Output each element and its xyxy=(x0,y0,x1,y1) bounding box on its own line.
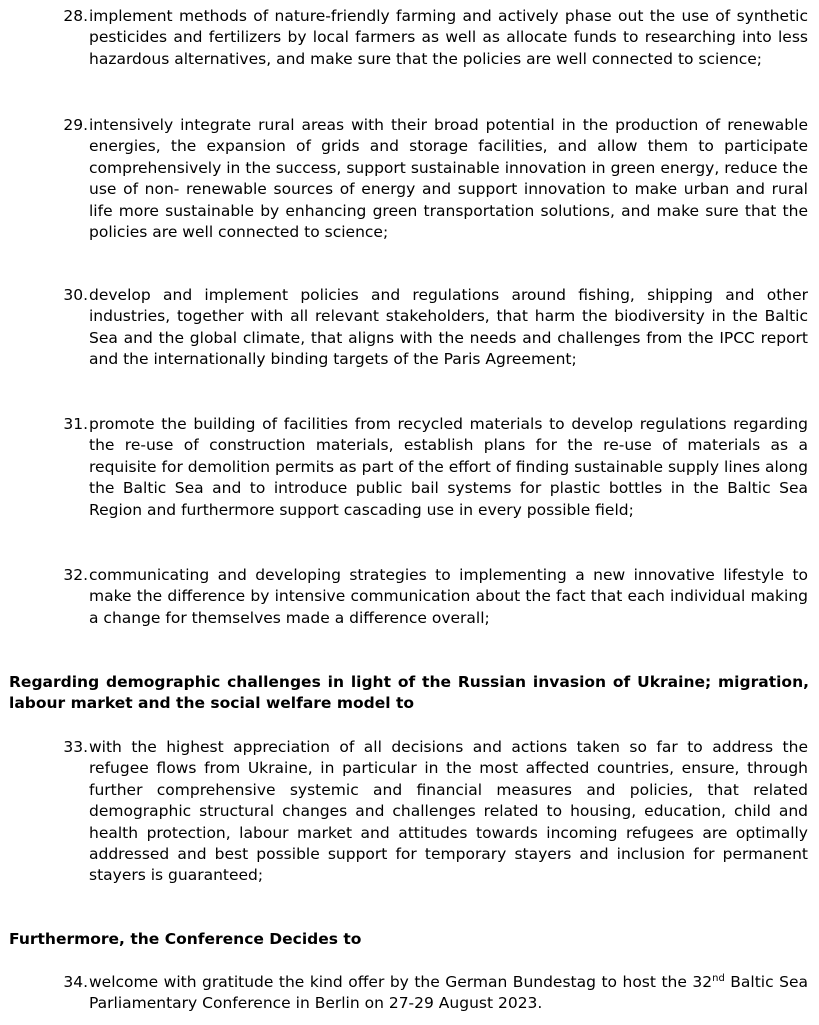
item-text: develop and implement policies and regulations around fishing, shipping and other industries, together with all relevant stakeholders, that harm the biodiversity in the Baltic Sea and the global climate, that aligns with the needs and challenges from the IPCC report and the internationally binding targets of the Paris Agreement; xyxy=(89,286,808,369)
list-item-31 xyxy=(54,414,808,521)
item-number: 28. xyxy=(63,7,88,25)
item-text-end: Baltic Sea Parliamentary Conference in Berlin on 27-29 August 2023. xyxy=(89,973,808,1013)
item-text: intensively integrate rural areas with their broad potential in the production of renewable energies, the expansion of grids and storage facilities, and allow them to participate comprehensively in the success, support sustainable innovation in green energy, reduce the use of non- renewable sources of energy and support innovation to make urban and rural life more sustainable by enhancing green transportation solutions, and make sure that the policies are well connected to science; xyxy=(89,116,808,242)
list-item-30 xyxy=(54,285,808,371)
ordinal-superscript: nd xyxy=(712,972,725,984)
item-number: 31. xyxy=(63,415,88,433)
item-text: communicating and developing strategies to implementing a new innovative lifestyle to make the difference by intensive communication about the fact that each individual making a change for themselves made a difference overall; xyxy=(89,566,808,627)
list-item-29 xyxy=(54,115,808,243)
item-text-start: welcome with gratitude the kind offer by the German Bundestag to host the 32 xyxy=(89,973,713,991)
item-number: 29. xyxy=(63,116,88,134)
item-number: 34. xyxy=(63,973,88,991)
item-text: with the highest appreciation of all decisions and actions taken so far to address the refugee flows from Ukraine, in particular in the most affected countries, ensure, through further comprehensive systemic and financial measures and policies, that related demographic structural changes and challenges related to housing, education, child and health protection, labour market and attitudes towards incoming refugees are optimally addressed and best possible support for temporary stayers and inclusion for permanent stayers is guaranteed; xyxy=(89,738,808,885)
section-heading-furthermore: Furthermore, the Conference Decides to xyxy=(9,930,362,948)
section-heading-demographic: Regarding demographic challenges in light of the Russian invasion of Ukraine; migration, labour market and the social welfare model to xyxy=(9,673,809,713)
item-number: 30. xyxy=(63,286,88,304)
list-item-33 xyxy=(54,737,808,887)
list-item-28 xyxy=(54,6,808,70)
item-number: 32. xyxy=(63,566,88,584)
item-text xyxy=(89,972,808,1015)
item-text: promote the building of facilities from recycled materials to develop regulations regarding the re-use of construction materials, establish plans for the re-use of materials as a requisite for demolition permits as part of the effort of finding sustainable supply lines along the Baltic Sea and to introduce public bail systems for plastic bottles in the Baltic Sea Region and furthermore support cascading use in every possible field; xyxy=(89,415,808,519)
item-number: 33. xyxy=(63,738,88,756)
list-item-34 xyxy=(54,972,808,1015)
list-item-32 xyxy=(54,565,808,629)
item-text: implement methods of nature-friendly farming and actively phase out the use of synthetic pesticides and fertilizers by local farmers as well as allocate funds to researching into less hazardous alternatives, and make sure that the policies are well connected to science; xyxy=(89,7,808,68)
